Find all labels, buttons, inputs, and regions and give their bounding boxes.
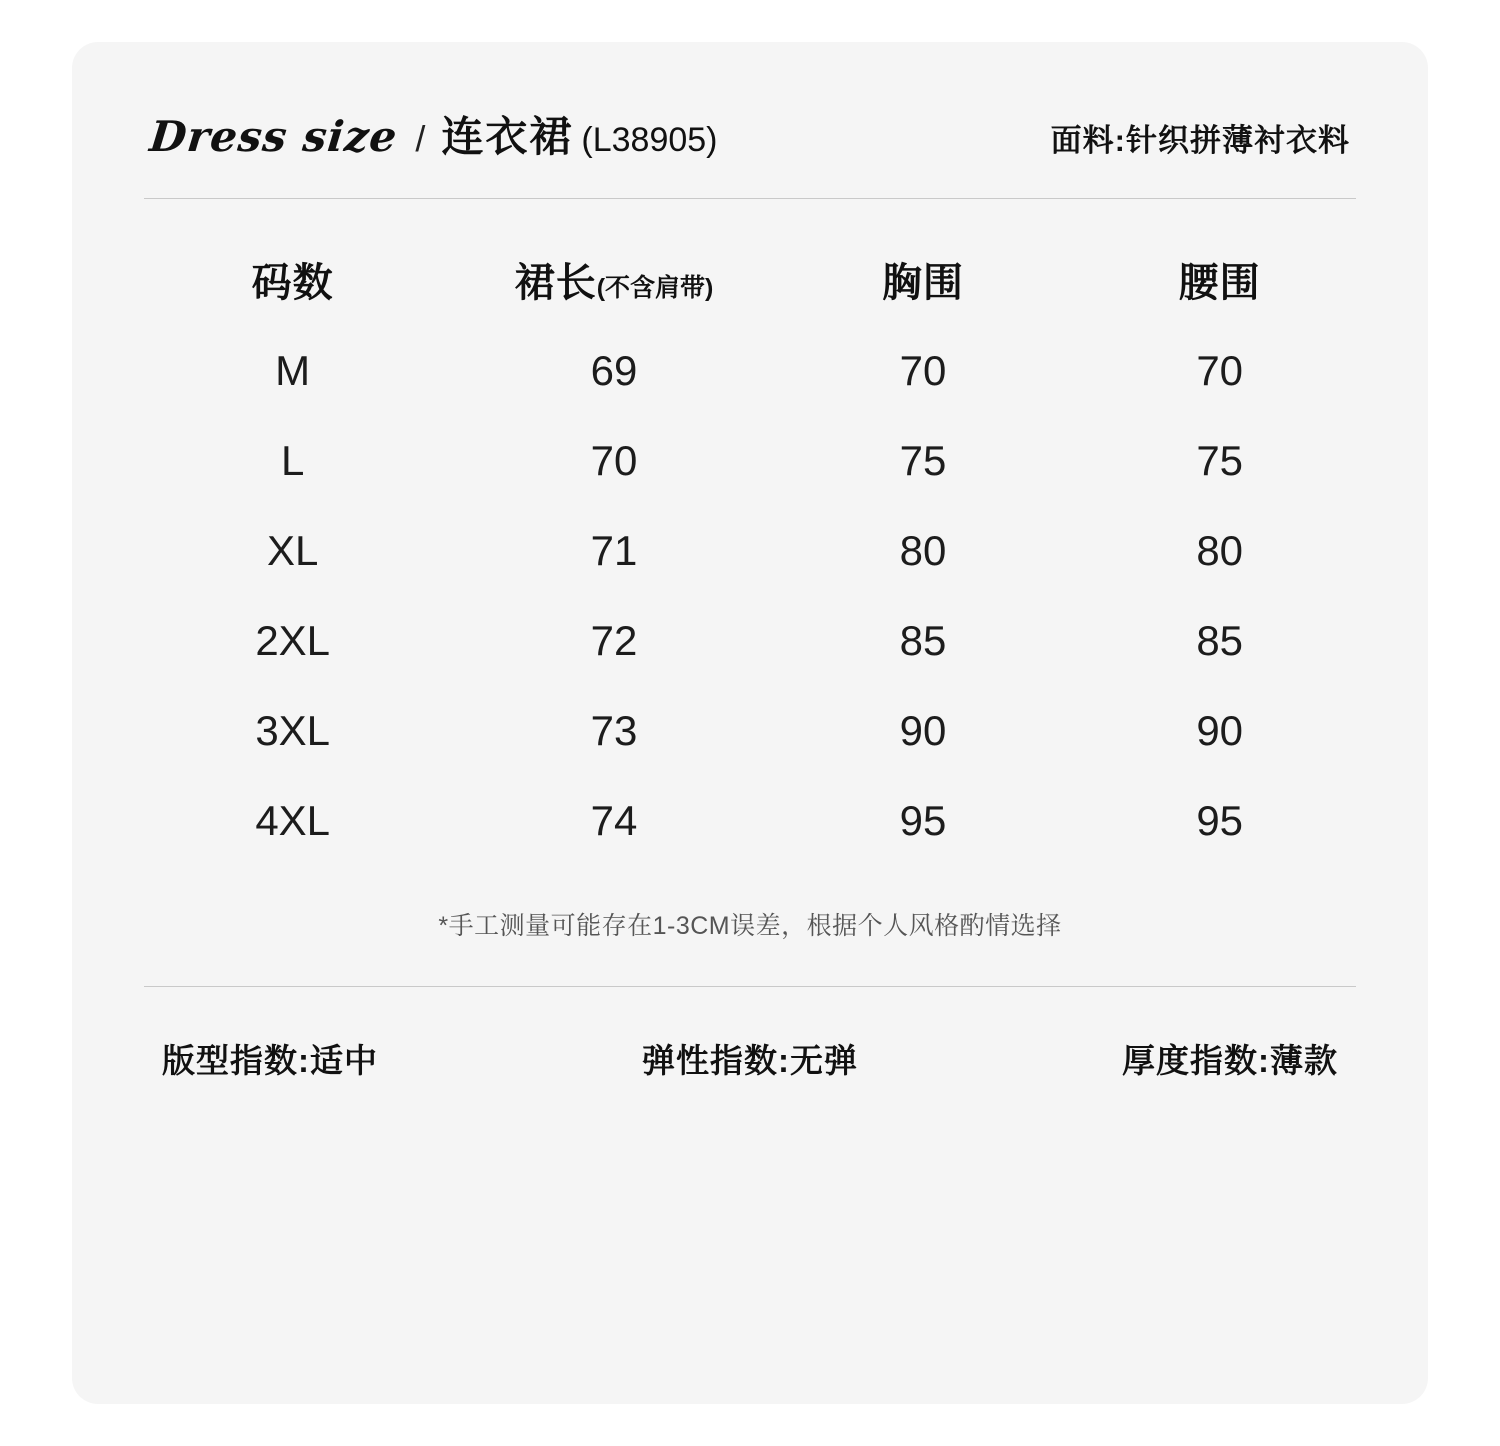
- cell-waist: 95: [1196, 797, 1244, 844]
- page-title: 连衣裙: [441, 113, 574, 160]
- cell-size: 2XL: [255, 617, 331, 664]
- cell-length: 71: [590, 527, 638, 574]
- cell-size: XL: [266, 527, 319, 574]
- cell-size: M: [275, 347, 311, 394]
- column-header-length: [453, 225, 774, 326]
- cell-size: 4XL: [255, 797, 331, 844]
- column-header-size: [132, 225, 453, 326]
- cell-bust: 80: [899, 527, 947, 574]
- header-divider: [144, 198, 1356, 199]
- cell-length: 73: [590, 707, 638, 754]
- index-thickness: 厚度指数:薄款: [1122, 1042, 1338, 1079]
- cell-waist: 75: [1196, 437, 1244, 484]
- script-title: Dress size: [147, 112, 400, 161]
- cell-bust: 70: [899, 347, 947, 394]
- column-header-size-label: 码数: [251, 261, 334, 305]
- cell-length: 74: [590, 797, 638, 844]
- cell-bust: 90: [899, 707, 947, 754]
- table-row: [132, 326, 1368, 416]
- header: [132, 104, 1368, 164]
- cell-bust: 95: [899, 797, 947, 844]
- measurement-note: *手工测量可能存在1-3CM误差，根据个人风格酌情选择: [438, 912, 1062, 940]
- table-row: [132, 506, 1368, 596]
- title-separator: /: [415, 118, 426, 159]
- cell-waist: 70: [1196, 347, 1244, 394]
- table-row: [132, 686, 1368, 776]
- cell-length: 72: [590, 617, 638, 664]
- column-header-length-label: 裙长: [514, 261, 597, 305]
- cell-bust: 75: [899, 437, 947, 484]
- size-chart-card: [72, 42, 1428, 1404]
- column-header-bust-label: 胸围: [882, 261, 965, 305]
- cell-length: 69: [590, 347, 638, 394]
- table-header-row: [132, 225, 1368, 326]
- cell-waist: 85: [1196, 617, 1244, 664]
- column-header-length-sub: (不含肩带): [596, 274, 714, 302]
- cell-size: L: [281, 437, 305, 484]
- index-fit: 版型指数:适中: [162, 1042, 378, 1079]
- index-row: [132, 987, 1368, 1082]
- size-table: [132, 225, 1368, 866]
- header-title-group: [147, 104, 718, 164]
- cell-size: 3XL: [255, 707, 331, 754]
- cell-length: 70: [590, 437, 638, 484]
- cell-bust: 85: [899, 617, 947, 664]
- table-row: [132, 596, 1368, 686]
- product-code: (L38905): [581, 121, 718, 159]
- cell-waist: 80: [1196, 527, 1244, 574]
- column-header-waist: [1071, 225, 1368, 326]
- cell-waist: 90: [1196, 707, 1244, 754]
- column-header-bust: [775, 225, 1072, 326]
- index-elasticity: 弹性指数:无弹: [642, 1042, 858, 1079]
- table-row: [132, 776, 1368, 866]
- table-row: [132, 416, 1368, 506]
- fabric-info: 面料:针织拼薄衬衣料: [1050, 123, 1350, 158]
- column-header-waist-label: 腰围: [1178, 261, 1261, 305]
